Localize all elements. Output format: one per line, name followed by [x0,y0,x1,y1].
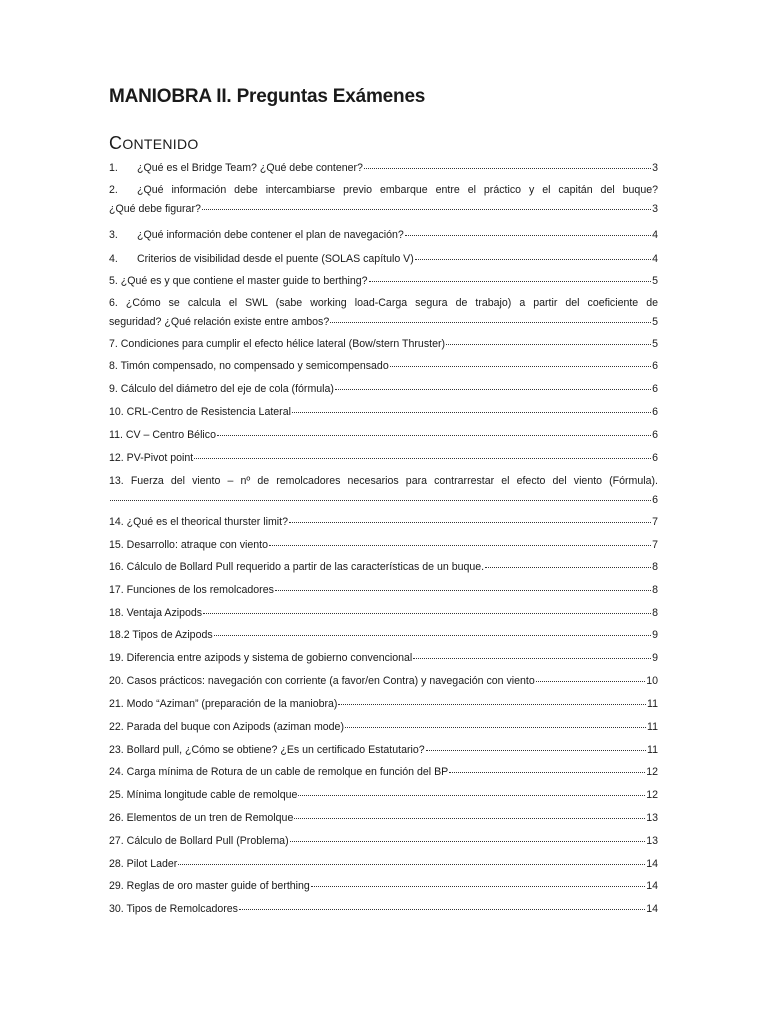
toc-leader-dots [338,703,646,705]
toc-entry-label: 9. Cálculo del diámetro del eje de cola (fórmula) [109,383,334,395]
toc-page-number: 13 [646,812,658,824]
toc-entry-number: 1. [109,162,118,174]
toc-leader-dots [214,634,651,636]
toc-page-number: 6 [652,383,658,395]
toc-entry-label: 14. ¿Qué es el theorical thurster limit? [109,516,288,528]
toc-entry[interactable] [109,741,658,760]
toc-leader-dots [202,208,651,210]
toc-leader-dots [298,794,645,796]
toc-leader-dots [203,612,651,614]
toc-entry[interactable] [109,272,658,291]
toc-entry-label: 6. ¿Cómo se calcula el SWL (sabe working load-Carga segura de trabajo) a partir del coeficiente de [109,297,658,309]
toc-entry[interactable] [109,380,658,399]
toc-entry[interactable] [109,513,658,532]
toc-entry-line [109,581,658,600]
toc-entry-line [109,900,658,919]
toc-entry-label: 28. Pilot Lader [109,858,178,870]
toc-entry-line [109,513,658,532]
toc-entry-label: 30. Tipos de Remolcadores [109,903,238,915]
toc-heading-rest: ONTENIDO [122,136,199,152]
toc-entry-line [109,200,658,219]
toc-entry[interactable] [109,832,658,851]
toc-page-number: 8 [652,584,658,596]
toc-entry-number: 3. [109,229,118,241]
toc-entry-label: ¿Qué información debe contener el plan de navegación? [137,229,404,241]
toc-entry-text [109,181,658,200]
toc-leader-dots [345,726,646,728]
toc-page-number: 14 [646,880,658,892]
toc-page-number: 9 [652,652,658,664]
toc-leader-dots [294,817,645,819]
toc-entry-line [109,604,658,623]
toc-entry-continuation: seguridad? ¿Qué relación existe entre ambos? [109,316,330,328]
toc-entry-label: 19. Diferencia entre azipods y sistema de gobierno convencional [109,652,413,664]
toc-entry[interactable] [109,536,658,555]
toc-page-number: 11 [647,721,658,733]
toc-entry-line [109,649,658,668]
toc-entry-text [109,472,658,491]
toc-entry-line [109,672,658,691]
toc-page-number: 6 [652,494,658,506]
toc-entry-number: 4. [109,253,118,265]
toc-entry-line [109,536,658,555]
toc-page-number: 12 [646,766,658,778]
toc-heading [109,133,199,154]
toc-entry[interactable] [109,159,658,178]
toc-leader-dots [413,657,651,659]
toc-entry[interactable] [109,855,658,874]
toc-page-number: 5 [652,338,658,350]
toc-entry-label: 10. CRL-Centro de Resistencia Lateral [109,406,291,418]
toc-entry-line [109,357,658,376]
toc-entry-line [109,403,658,422]
toc-page-number: 4 [652,253,658,265]
toc-entry-label: 26. Elementos de un tren de Remolque [109,812,294,824]
toc-entry-line [109,877,658,896]
toc-page-number: 3 [652,162,658,174]
toc-entry-line [109,313,658,332]
toc-entry-line [109,226,658,245]
toc-entry-line [109,626,658,645]
toc-page-number: 6 [652,429,658,441]
toc-page-number: 10 [646,675,658,687]
toc-page-number: 9 [652,629,658,641]
toc-leader-dots [405,234,651,236]
toc-page-number: 14 [646,903,658,915]
toc-page-number: 4 [652,229,658,241]
toc-leader-dots [269,544,651,546]
toc-entry[interactable] [109,763,658,782]
toc-entry[interactable] [109,294,658,332]
toc-entry-line [109,741,658,760]
toc-leader-dots [110,499,651,501]
toc-leader-dots [311,885,645,887]
toc-page-number: 3 [652,203,658,215]
toc-entry-label: Criterios de visibilidad desde el puente (SOLAS capítulo V) [137,253,414,265]
toc-entry-label: 11. CV – Centro Bélico [109,429,216,441]
toc-entry[interactable] [109,877,658,896]
toc-entry-line [109,272,658,291]
toc-entry[interactable] [109,403,658,422]
toc-entry[interactable] [109,604,658,623]
toc-entry-line [109,718,658,737]
toc-page-number: 12 [646,789,658,801]
toc-page-number: 6 [652,452,658,464]
toc-entry[interactable] [109,809,658,828]
toc-leader-dots [289,521,651,523]
toc-entry-line [109,832,658,851]
toc-leader-dots [364,167,651,169]
toc-entry-line [109,250,658,269]
toc-page-number: 8 [652,561,658,573]
toc-leader-dots [292,411,651,413]
toc-leader-dots [369,280,652,282]
toc-leader-dots [446,343,651,345]
toc-entry-label: 17. Funciones de los remolcadores [109,584,274,596]
toc-leader-dots [178,863,645,865]
toc-leader-dots [239,908,645,910]
toc-leader-dots [485,566,651,568]
toc-page-number: 13 [646,835,658,847]
toc-entry-label: 24. Carga mínima de Rotura de un cable de remolque en función del BP [109,766,449,778]
toc-entry-label: 23. Bollard pull, ¿Cómo se obtiene? ¿Es un certificado Estatutario? [109,744,425,756]
toc-entry[interactable] [109,695,658,714]
toc-entry-line [109,855,658,874]
toc-entry[interactable] [109,649,658,668]
toc-page-number: 6 [652,406,658,418]
toc-entry-label: 22. Parada del buque con Azipods (aziman mode) [109,721,344,733]
toc-entry[interactable] [109,357,658,376]
toc-entry[interactable] [109,672,658,691]
toc-page-number: 7 [652,516,658,528]
toc-entry[interactable] [109,472,658,510]
toc-entry[interactable] [109,900,658,919]
toc-leader-dots [275,589,651,591]
toc-entry[interactable] [109,718,658,737]
toc-page-number: 11 [647,698,658,710]
toc-entry[interactable] [109,181,658,219]
toc-leader-dots [217,434,651,436]
toc-entry[interactable] [109,226,658,245]
toc-entry-label: 12. PV-Pivot point [109,452,194,464]
toc-entry[interactable] [109,786,658,805]
toc-entry-label: ¿Qué información debe intercambiarse previo embarque entre el práctico y el capitán del buque? [137,184,658,196]
toc-entry-line [109,380,658,399]
document-title: MANIOBRA II. Preguntas Exámenes [109,86,426,107]
toc-leader-dots [536,680,645,682]
toc-entry-number: 2. [109,184,118,196]
toc-entry-line [109,809,658,828]
toc-entry-line [109,786,658,805]
toc-entry-label: 13. Fuerza del viento – nº de remolcadores necesarios para contrarrestar el efecto del viento (Fórmula). [109,475,658,487]
toc-leader-dots [415,258,651,260]
toc-entry[interactable] [109,581,658,600]
toc-entry-line [109,491,658,510]
toc-leader-dots [290,840,646,842]
toc-entry-label: 21. Modo “Aziman” (preparación de la maniobra) [109,698,338,710]
toc-page-number: 7 [652,539,658,551]
toc-entry-label: 18. Ventaja Azipods [109,607,203,619]
toc-entry-continuation: ¿Qué debe figurar? [109,203,201,215]
toc-entry-text [109,294,658,313]
toc-entry[interactable] [109,250,658,269]
toc-entry[interactable] [109,449,658,468]
toc-page-number: 5 [652,316,658,328]
toc-entry[interactable] [109,426,658,445]
toc-entry-label: ¿Qué es el Bridge Team? ¿Qué debe contener? [137,162,363,174]
toc-entry-line [109,763,658,782]
toc-leader-dots [335,388,651,390]
toc-entry-label: 16. Cálculo de Bollard Pull requerido a partir de las características de un buque. [109,561,485,573]
toc-entry-label: 27. Cálculo de Bollard Pull (Problema) [109,835,289,847]
toc-entry-label: 25. Mínima longitude cable de remolque [109,789,298,801]
toc-entry-label: 8. Timón compensado, no compensado y semicompensado [109,360,389,372]
toc-entry-label: 7. Condiciones para cumplir el efecto hélice lateral (Bow/stern Thruster) [109,338,446,350]
toc-page-number: 6 [652,360,658,372]
toc-page-number: 5 [652,275,658,287]
toc-entry-label: 18.2 Tipos de Azipods [109,629,213,641]
toc-entry[interactable] [109,626,658,645]
toc-entry-line [109,558,658,577]
toc-leader-dots [194,457,651,459]
toc-leader-dots [330,321,651,323]
toc-entry-label: 5. ¿Qué es y que contiene el master guide to berthing? [109,275,368,287]
toc-leader-dots [426,749,646,751]
toc-entry-line [109,426,658,445]
toc-page-number: 8 [652,607,658,619]
toc-entry[interactable] [109,335,658,354]
toc-entry[interactable] [109,558,658,577]
toc-page-number: 11 [647,744,658,756]
toc-entry-line [109,159,658,178]
toc-entry-line [109,695,658,714]
toc-entry-label: 15. Desarrollo: atraque con viento [109,539,268,551]
toc-leader-dots [390,365,651,367]
toc-entry-label: 20. Casos prácticos: navegación con corriente (a favor/en Contra) y navegación con viento [109,675,535,687]
toc-entry-line [109,335,658,354]
toc-entry-line [109,449,658,468]
toc-heading-initial: C [109,133,123,153]
toc-page-number: 14 [646,858,658,870]
toc-entry-label: 29. Reglas de oro master guide of berthing [109,880,310,892]
toc-leader-dots [449,771,645,773]
